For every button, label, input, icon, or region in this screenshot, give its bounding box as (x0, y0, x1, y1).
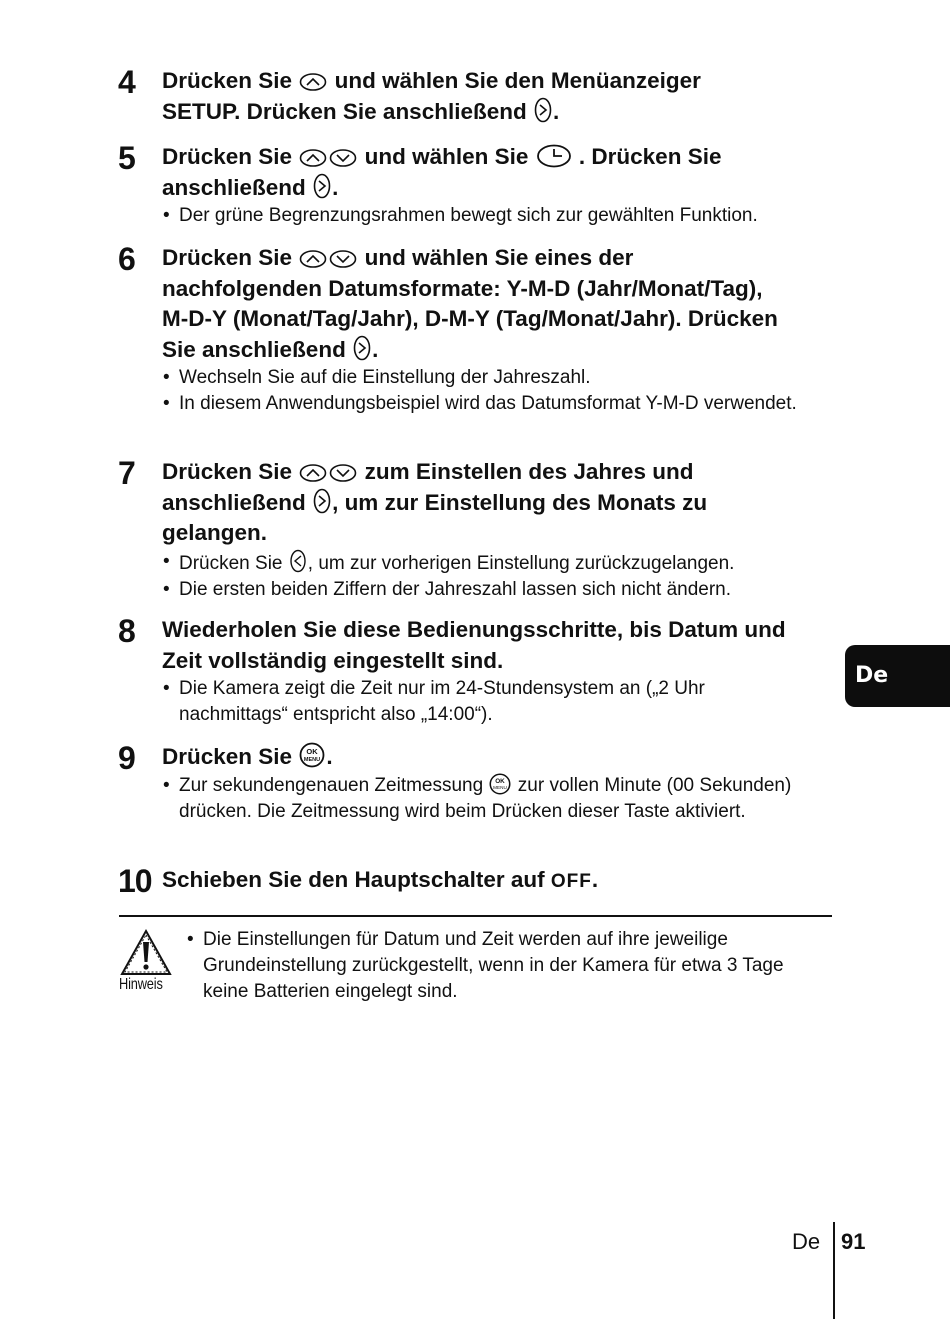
step-number: 6 (118, 241, 136, 277)
arrow-up-button-icon (299, 72, 327, 92)
step-8 (118, 615, 838, 728)
svg-text:MENU: MENU (304, 757, 321, 763)
step-number: 10 (118, 863, 152, 899)
list-item: • Wechseln Sie auf die Einstellung der Jahreszahl. (162, 365, 838, 391)
step-heading: Drücken Sie und wählen Sie . Drücken Sie anschließend . (162, 144, 722, 200)
divider (119, 915, 832, 917)
arrow-up-button-icon (299, 249, 327, 269)
arrow-right-button-icon (534, 97, 552, 123)
footer-language: De (792, 1229, 821, 1254)
note-text (186, 927, 826, 1005)
step-heading: Schieben Sie den Hauptschalter auf OFF. (162, 867, 599, 892)
warning-triangle-icon (118, 928, 174, 983)
svg-text:OK: OK (495, 777, 506, 785)
ok-menu-button-icon (299, 742, 325, 768)
list-item: • Zur sekundengenauen Zeitmessung OK MENU zur vollen Minute (00 Sekunden) drücken. Die Zeitmessung wird beim Drücken dieser Taste aktiviert. (162, 773, 838, 825)
clock-function-icon (536, 144, 572, 168)
page-number: 91 (841, 1229, 866, 1254)
list-item: • Die Kamera zeigt die Zeit nur im 24-Stundensystem an („2 Uhr nachmittags“ entspricht also „14:00“). (162, 676, 772, 728)
step-6 (118, 243, 838, 417)
footer-divider (833, 1222, 835, 1319)
step-number: 8 (118, 613, 136, 649)
language-tab (845, 645, 950, 707)
svg-text:OK: OK (306, 747, 318, 756)
step-7 (118, 457, 838, 603)
step-4 (118, 66, 838, 127)
step-notes (162, 365, 838, 417)
ok-menu-button-icon (489, 773, 511, 795)
list-item: • Die Einstellungen für Datum und Zeit werden auf ihre jeweilige Grundeinstellung zurückgestellt, wenn in der Kamera für etwa 3 Tage keine Batterien eingelegt sind. (186, 927, 826, 1005)
off-label: OFF (550, 871, 592, 892)
step-heading: Drücken Sie OK MENU . (162, 744, 333, 769)
step-notes (162, 549, 838, 603)
step-heading: Drücken Sie und wählen Sie eines der nachfolgenden Datumsformate: Y-M-D (Jahr/Monat/Tag), M-D-Y (Monat/Tag/Jahr), D-M-Y (Tag/Monat/Jahr). Drücken Sie anschließend . (162, 245, 778, 362)
step-5 (118, 142, 838, 229)
arrow-down-button-icon (329, 148, 357, 168)
list-item: • Die ersten beiden Ziffern der Jahreszahl lassen sich nicht ändern. (162, 577, 838, 603)
step-heading: Drücken Sie und wählen Sie den Menüanzeiger SETUP. Drücken Sie anschließend . (162, 68, 701, 124)
arrow-up-button-icon (299, 148, 327, 168)
arrow-right-button-icon (313, 488, 331, 514)
arrow-right-button-icon (313, 173, 331, 199)
step-10 (118, 865, 838, 898)
language-tab-label: De (855, 663, 889, 688)
step-notes (162, 203, 838, 229)
step-notes (162, 773, 838, 825)
step-9 (118, 742, 838, 825)
step-heading: Wiederholen Sie diese Bedienungsschritte, bis Datum und Zeit vollständig eingestellt sind. (162, 617, 786, 673)
arrow-down-button-icon (329, 463, 357, 483)
list-item: • Der grüne Begrenzungsrahmen bewegt sich zur gewählten Funktion. (162, 203, 838, 229)
list-item: • In diesem Anwendungsbeispiel wird das Datumsformat Y-M-D verwendet. (162, 391, 838, 417)
step-notes (162, 676, 772, 728)
arrow-left-button-icon (289, 549, 307, 573)
step-heading: Drücken Sie zum Einstellen des Jahres und anschließend , um zur Einstellung des Monats zu gelangen. (162, 459, 708, 545)
arrow-right-button-icon (353, 335, 371, 361)
step-number: 9 (118, 740, 136, 776)
step-number: 7 (118, 455, 136, 491)
list-item: • Drücken Sie , um zur vorherigen Einstellung zurückzugelangen. (162, 549, 838, 577)
step-number: 4 (118, 64, 136, 100)
svg-text:MENU: MENU (493, 784, 508, 790)
arrow-up-button-icon (299, 463, 327, 483)
note-label: Hinweis (119, 976, 163, 993)
step-number: 5 (118, 140, 136, 176)
arrow-down-button-icon (329, 249, 357, 269)
